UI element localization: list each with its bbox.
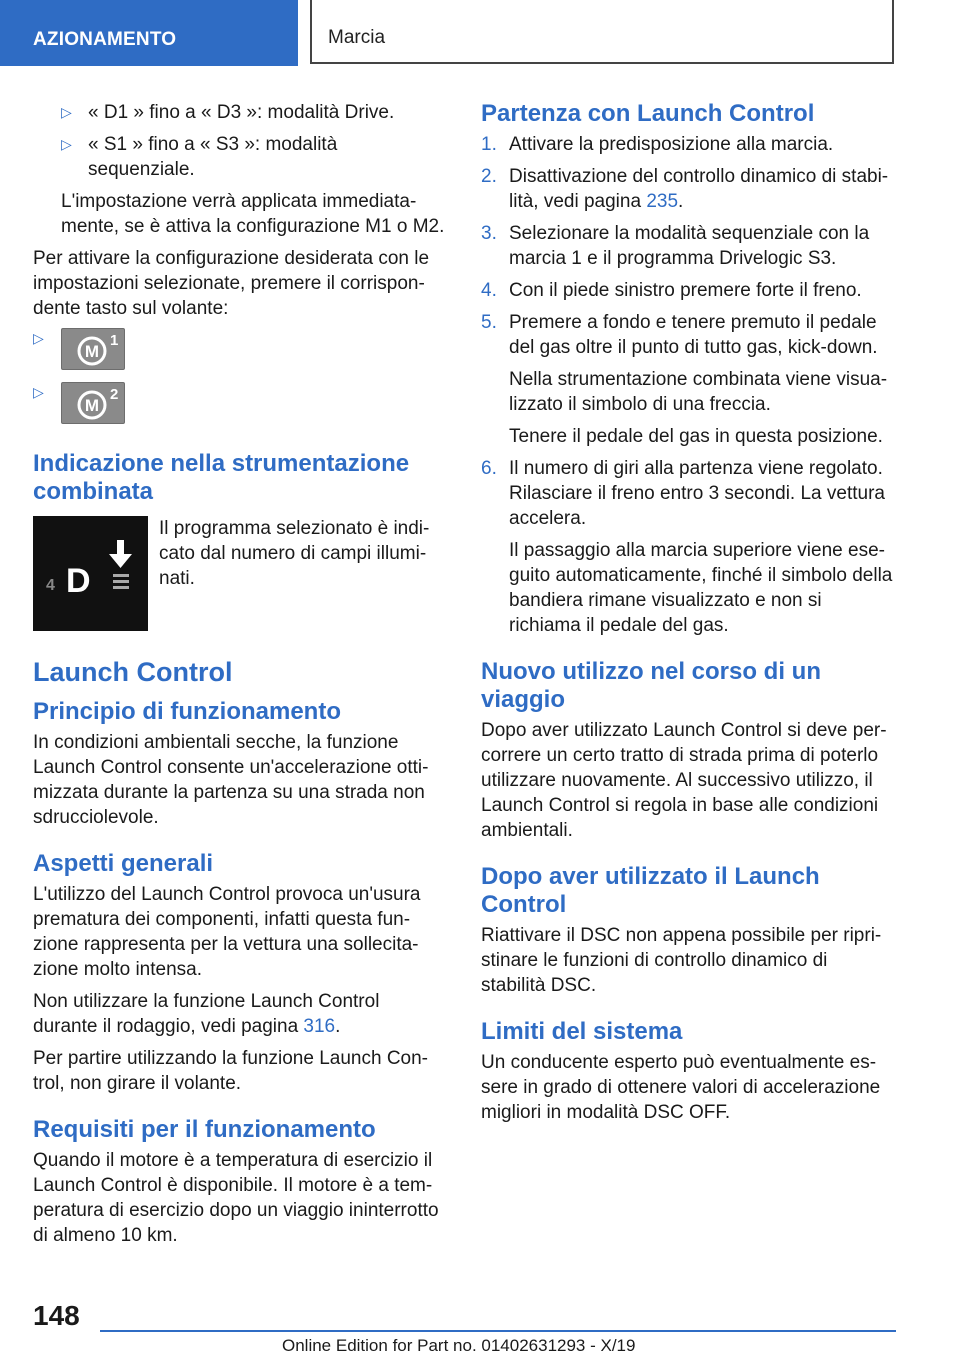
edition-text: Online Edition for Part no. 01402631293 - X/19 <box>282 1336 636 1355</box>
display-heading: Indicazione nella strumentazione combinata <box>33 450 410 505</box>
triangle-bullet-icon: ▷ <box>33 330 44 346</box>
step-item: 6. Il numero di giri alla partenza viene regolato. Rilasciare il freno entro 3 secondi. La vettura accelera. <box>481 458 885 529</box>
instrument-display-icon <box>33 516 148 631</box>
reuse-text: Dopo aver utilizzato Launch Control si deve per-correre un certo tratto di strada prima di poterlo utilizzare nuovamente. Al successivo utilizzo, il Launch Control si regola in base alle condizioni ambientali. <box>481 720 887 841</box>
reuse-heading: Nuovo utilizzo nel corso di un viaggio <box>481 658 821 713</box>
m1-button-icon <box>61 328 125 370</box>
step-item: 1. Attivare la predisposizione alla marcia. <box>481 134 834 155</box>
bullet-note: L'impostazione verrà applicata immediata-mente, se è attiva la configurazione M1 o M2. <box>61 191 445 237</box>
step-item: 5. Premere a fondo e tenere premuto il pedale del gas oltre il punto di tutto gas, kick-down. <box>481 312 878 358</box>
m2-button-icon <box>61 382 125 424</box>
after-heading: Dopo aver utilizzato il Launch Control <box>481 863 820 918</box>
step-note: Il passaggio alla marcia superiore viene ese-guito automaticamente, finché il simbolo della bandiera rimane visualizzato e non si richiama il pedale del gas. <box>509 540 893 636</box>
step-note: Tenere il pedale del gas in questa posizione. <box>509 426 883 447</box>
list-item: ▷ « S1 » fino a « S3 »: modalità sequenziale. <box>61 134 338 180</box>
svg-text:1: 1 <box>110 332 119 349</box>
general-text-volante: Per partire utilizzando la funzione Launch Con-trol, non girare il volante. <box>33 1048 429 1094</box>
m2-item <box>33 382 449 430</box>
svg-text:M: M <box>84 396 100 415</box>
svg-text:4: 4 <box>46 577 55 594</box>
step-item: 2. Disattivazione del controllo dinamico di stabi-lità, vedi pagina 235. <box>481 166 889 212</box>
start-heading: Partenza con Launch Control <box>481 100 815 127</box>
page-link[interactable]: 316 <box>303 1016 336 1037</box>
after-text: Riattivare il DSC non appena possibile per ripri-stinare le funzioni di controllo dinamico di stabilità DSC. <box>481 925 882 996</box>
principle-heading: Principio di funzionamento <box>33 698 341 725</box>
launch-heading: Launch Control <box>33 657 233 687</box>
page-link[interactable]: 235 <box>646 191 679 212</box>
section-title: AZIONAMENTO <box>33 29 177 50</box>
step-item: 3. Selezionare la modalità sequenziale con la marcia 1 e il programma Drivelogic S3. <box>481 223 870 269</box>
topic-box <box>310 0 894 64</box>
right-column <box>481 100 897 1132</box>
step-item: 4. Con il piede sinistro premere forte il freno. <box>481 280 862 301</box>
principle-text: In condizioni ambientali secche, la funzione Launch Control consente un'accelerazione otti-mizzata durante la partenza su una strada non sdrucciolevole. <box>33 732 429 828</box>
svg-text:D: D <box>66 562 91 600</box>
general-text-rodaggio: Non utilizzare la funzione Launch Control durante il rodaggio, vedi pagina 316. <box>33 991 380 1037</box>
section-tab <box>0 0 298 66</box>
limits-text: Un conducente esperto può eventualmente es-sere in grado di ottenere valori di accelerazione migliori in modalità DSC OFF. <box>481 1052 881 1123</box>
requirements-text: Quando il motore è a temperatura di esercizio il Launch Control è disponibile. Il motore è a tem-peratura di esercizio dopo un viaggio ininterrotto di almeno 10 km. <box>33 1150 439 1246</box>
svg-text:2: 2 <box>110 386 119 403</box>
triangle-bullet-icon: ▷ <box>61 136 72 152</box>
triangle-bullet-icon: ▷ <box>33 384 44 400</box>
svg-text:M: M <box>84 342 100 361</box>
general-text: L'utilizzo del Launch Control provoca un'usura prematura dei componenti, infatti questa fun-zione rappresenta per la vettura una sollecita-zione molto intensa. <box>33 884 421 980</box>
general-heading: Aspetti generali <box>33 850 214 877</box>
requirements-heading: Requisiti per il funzionamento <box>33 1116 376 1143</box>
display-section <box>33 516 449 634</box>
intro-paragraph: Per attivare la configurazione desiderata con le impostazioni selezionate, premere il corrispon-dente tasto sul volante: <box>33 248 430 319</box>
limits-heading: Limiti del sistema <box>481 1018 683 1045</box>
page-number: 148 <box>33 1300 80 1331</box>
list-item: ▷ « D1 » fino a « D3 »: modalità Drive. <box>61 102 395 123</box>
topic-title: Marcia <box>328 27 386 48</box>
m1-item <box>33 328 449 376</box>
footer-divider <box>100 1330 896 1332</box>
step-note: Nella strumentazione combinata viene visua-lizzato il simbolo di una freccia. <box>509 369 888 415</box>
triangle-bullet-icon: ▷ <box>61 104 72 120</box>
display-description: Il programma selezionato è indi-cato dal numero di campi illumi-nati. <box>159 518 430 589</box>
left-column <box>33 100 449 1255</box>
